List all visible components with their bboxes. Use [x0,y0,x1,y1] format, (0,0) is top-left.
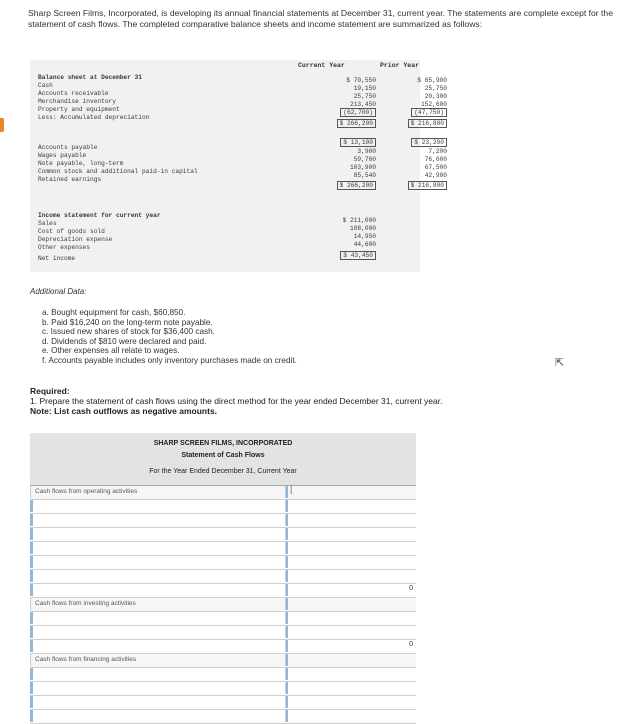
inventory-prior: 20,300 [424,93,447,100]
entry-label-field[interactable] [30,640,286,652]
ar-prior: 25,750 [424,85,447,92]
additional-item: c. Issued new shares of stock for $36,400 cash. [42,327,215,337]
entry-amount-field[interactable] [286,514,416,526]
stock-label: Common stock and additional paid-in capital [38,168,198,175]
entry-label-field[interactable] [30,542,286,554]
wages-current: 3,900 [357,148,376,155]
ar-current: 19,150 [353,85,376,92]
investing-section-row [30,598,416,612]
total-assets-prior: $ 216,800 [408,119,447,128]
note-label: Note payable, long-term [38,160,124,167]
additional-item: a. Bought equipment for cash, $60,850. [42,308,186,317]
required-heading: Required: [30,386,70,396]
operating-entry-row [30,556,416,570]
ap-prior: $ 23,200 [411,138,447,147]
entry-label-field[interactable] [30,570,286,582]
financing-entry-row [30,710,416,724]
prior-year-header: Prior Year [380,62,420,69]
dep-exp-current: 14,950 [353,233,376,240]
operating-section-row [30,486,416,500]
investing-entry-row [30,626,416,640]
net-income-label: Net income [38,255,76,262]
entry-label-field[interactable] [30,668,286,680]
additional-data-title: Additional Data: [30,287,87,296]
entry-label-field[interactable] [30,612,286,624]
net-income-current: $ 43,450 [340,251,376,260]
additional-item: e. Other expenses all relate to wages. [42,346,180,356]
entry-label-field[interactable] [30,528,286,540]
additional-data-list [42,308,297,366]
operating-total-row [30,584,416,598]
financing-section-row [30,654,416,668]
entry-amount-field[interactable] [286,556,416,568]
total-liab-current: $ 266,200 [337,181,376,190]
investing-total-row [30,640,416,654]
operating-entry-row [30,500,416,514]
investing-entry-row [30,612,416,626]
operating-entry-row [30,528,416,542]
cogs-label: Cost of goods sold [38,228,105,235]
entry-amount-field[interactable] [286,500,416,512]
operating-dropdown[interactable]: | [286,486,416,498]
entry-amount-field[interactable] [286,612,416,624]
entry-label-field[interactable] [30,584,286,596]
operating-total-field[interactable] [286,584,416,596]
ap-current: $ 13,100 [340,138,376,147]
window-edge-tab [0,118,4,132]
re-current: 85,540 [353,172,376,179]
additional-item: b. Paid $16,240 on the long-term note payable. [42,317,213,327]
entry-amount-field[interactable] [286,570,416,582]
financing-entry-row [30,668,416,682]
balance-sheet-title: Balance sheet at December 31 [38,74,142,81]
financing-entry-row [30,696,416,710]
required-section [30,386,442,416]
operating-entry-row [30,542,416,556]
entry-label-field[interactable] [30,500,286,512]
other-exp-current: 44,600 [353,241,376,248]
additional-item: d. Dividends of $810 were declared and paid. [42,336,207,346]
current-year-header: Current Year [298,62,345,69]
total-liab-prior: $ 216,800 [408,181,447,190]
entry-label-field[interactable] [30,710,286,722]
other-exp-label: Other expenses [38,244,90,251]
entry-label-field[interactable] [30,696,286,708]
stock-prior: 67,500 [424,164,447,171]
operating-entry-row [30,570,416,584]
entry-label-field[interactable] [30,626,286,638]
accum-dep-prior: (47,750) [411,108,447,117]
company-name: SHARP SCREEN FILMS, INCORPORATED [153,440,293,447]
accum-dep-label: Less: Accumulated depreciation [38,114,150,121]
ppe-current: 213,450 [350,101,376,108]
mouse-cursor-icon: ⇱ [555,357,565,369]
income-statement-title: Income statement for current year [38,212,161,219]
additional-item: f. Accounts payable includes only inventory purchases made on credit. [42,355,297,365]
investing-label: Cash flows from investing activities [35,600,136,607]
financing-label: Cash flows from financing activities [35,656,137,663]
entry-amount-field[interactable] [286,696,416,708]
re-label: Retained earnings [38,176,102,183]
operating-entry-row [30,514,416,528]
cash-label: Cash [38,82,53,89]
operating-label: Cash flows from operating activities [35,488,138,495]
cash-prior: $ 65,900 [417,77,447,84]
required-text: 1. Prepare the statement of cash flows using the direct method for the year ended December 31, current year. [30,396,443,406]
investing-total-field[interactable] [286,640,416,652]
operating-total: 0 [409,585,413,592]
total-assets-current: $ 266,200 [337,119,376,128]
re-prior: 42,900 [424,172,447,179]
cash-current: $ 70,550 [346,77,376,84]
financial-statements-block [30,60,447,272]
sales-label: Sales [38,220,57,227]
statement-period: For the Year Ended December 31, Current Year [149,468,297,475]
ppe-prior: 152,600 [421,101,447,108]
entry-label-field[interactable] [30,514,286,526]
cash-flow-worksheet [30,433,416,724]
accum-dep-current: (62,700) [340,108,376,117]
worksheet-header [30,433,416,486]
ppe-label: Property and equipment [38,106,120,113]
stock-current: 103,900 [350,164,376,171]
entry-amount-field[interactable] [286,682,416,694]
required-note: Note: List cash outflows as negative amounts. [30,406,218,416]
dep-exp-label: Depreciation expense [38,236,113,243]
note-current: 59,760 [353,156,376,163]
statement-name: Statement of Cash Flows [181,452,265,459]
wages-label: Wages payable [38,152,87,159]
entry-amount-field[interactable] [286,528,416,540]
ap-label: Accounts payable [38,144,98,151]
investing-total: 0 [409,641,413,648]
entry-label-field[interactable] [30,556,286,568]
entry-amount-field[interactable] [286,626,416,638]
financing-entry-row [30,682,416,696]
ar-label: Accounts receivable [38,90,109,97]
problem-intro: Sharp Screen Films, Incorporated, is developing its annual financial statements at December 31, current year. The statements are complete except for the statement of cash flows. The completed comparative balance sheets and income statement are summarized as follows: [28,8,613,29]
cogs-current: 108,000 [350,225,376,232]
entry-amount-field[interactable] [286,668,416,680]
sales-current: $ 211,000 [342,217,376,224]
entry-amount-field[interactable] [286,542,416,554]
wages-prior: 7,200 [428,148,447,155]
entry-label-field[interactable] [30,682,286,694]
inventory-label: Merchandise inventory [38,98,116,105]
inventory-current: 25,750 [353,93,376,100]
entry-amount-field[interactable] [286,710,416,722]
note-prior: 76,000 [424,156,447,163]
